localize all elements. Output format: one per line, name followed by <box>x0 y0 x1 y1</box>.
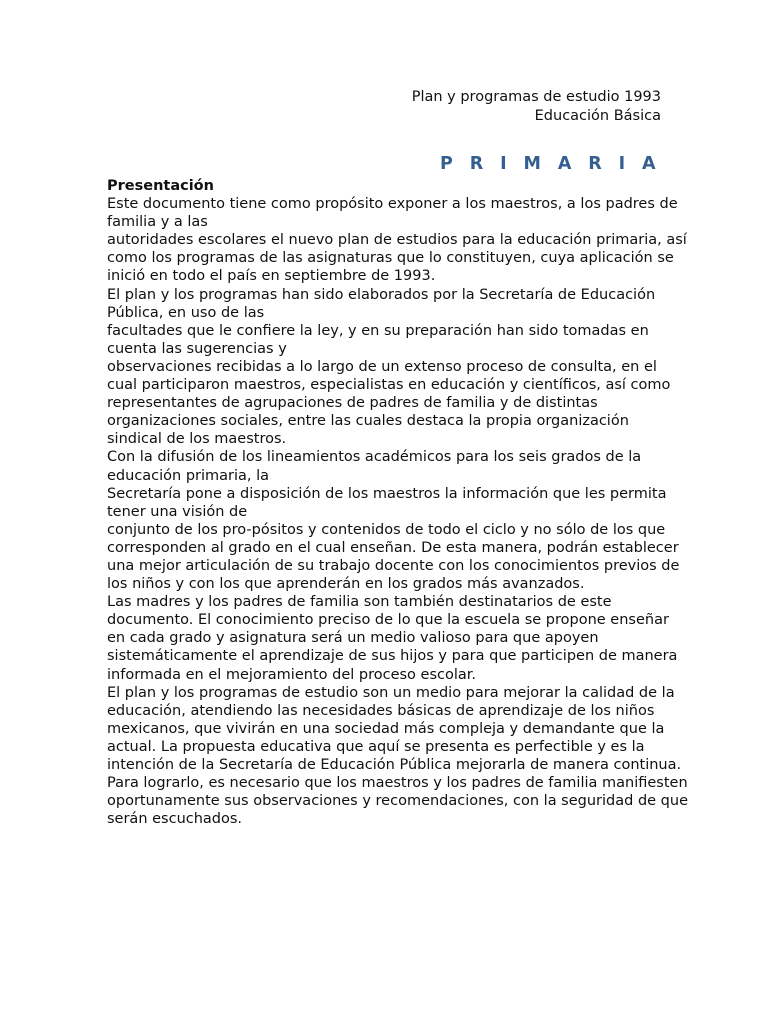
body-line: serán escuchados. <box>107 811 243 828</box>
body-line: actual. La propuesta educativa que aquí se presenta es perfectible y es la <box>107 738 645 755</box>
document-body <box>107 177 688 828</box>
body-line: informada en el mejoramiento del proceso escolar. <box>107 666 476 683</box>
body-line: observaciones recibidas a lo largo de un extenso proceso de consulta, en el <box>107 358 657 375</box>
body-line: educación primaria, la <box>107 467 270 484</box>
body-line: cuenta las sugerencias y <box>107 340 287 357</box>
body-line: autoridades escolares el nuevo plan de estudios para la educación primaria, así <box>107 232 687 249</box>
body-line: mexicanos, que vivirán en una sociedad más compleja y demandante que la <box>107 720 665 737</box>
body-line: Pública, en uso de las <box>107 304 265 321</box>
header-subtitle: Educación Básica <box>534 107 661 124</box>
body-line: sindical de los maestros. <box>107 431 287 448</box>
section-title: P R I M A R I A <box>440 154 661 174</box>
body-line: educación, atendiendo las necesidades básicas de aprendizaje de los niños <box>107 702 655 719</box>
body-line: representantes de agrupaciones de padres de familia y de distintas <box>107 395 598 412</box>
document-header <box>412 88 661 125</box>
body-line: Con la difusión de los lineamientos académicos para los seis grados de la <box>107 449 642 466</box>
body-line: Este documento tiene como propósito exponer a los maestros, a los padres de <box>107 196 678 213</box>
body-line: conjunto de los pro-pósitos y contenidos de todo el ciclo y no sólo de los que <box>107 521 666 538</box>
body-line: facultades que le confiere la ley, y en su preparación han sido tomadas en <box>107 322 649 339</box>
body-line: Para lograrlo, es necesario que los maestros y los padres de familia manifiesten <box>107 775 688 792</box>
body-line: Las madres y los padres de familia son también destinatarios de este <box>107 594 612 611</box>
body-line: sistemáticamente el aprendizaje de sus hijos y para que participen de manera <box>107 648 678 665</box>
body-line: organizaciones sociales, entre las cuales destaca la propia organización <box>107 413 629 430</box>
subheading-presentacion: Presentación <box>107 178 214 194</box>
body-line: El plan y los programas han sido elaborados por la Secretaría de Educación <box>107 286 656 303</box>
body-line: documento. El conocimiento preciso de lo que la escuela se propone enseñar <box>107 612 669 629</box>
body-line: familia y a las <box>107 214 208 231</box>
body-line: intención de la Secretaría de Educación Pública mejorarla de manera continua. <box>107 757 682 773</box>
body-line: El plan y los programas de estudio son un medio para mejorar la calidad de la <box>107 684 675 701</box>
body-line: cual participaron maestros, especialistas en educación y científicos, así como <box>107 377 671 394</box>
body-line: inició en todo el país en septiembre de 1993. <box>107 268 436 285</box>
body-line: tener una visión de <box>107 503 248 520</box>
body-line: como los programas de las asignaturas que lo constituyen, cuya aplicación se <box>107 250 674 267</box>
header-title: Plan y programas de estudio 1993 <box>411 89 661 105</box>
body-line: en cada grado y asignatura será un medio valioso para que apoyen <box>107 630 599 647</box>
body-line: una mejor articulación de su trabajo docente con los conocimientos previos de <box>107 557 680 574</box>
body-line: los niños y con los que aprenderán en los grados más avanzados. <box>107 576 585 593</box>
body-line: corresponden al grado en el cual enseñan. De esta manera, podrán establecer <box>107 539 679 556</box>
body-line: Secretaría pone a disposición de los maestros la información que les permita <box>107 485 667 502</box>
body-line: oportunamente sus observaciones y recomendaciones, con la seguridad de que <box>107 793 688 810</box>
